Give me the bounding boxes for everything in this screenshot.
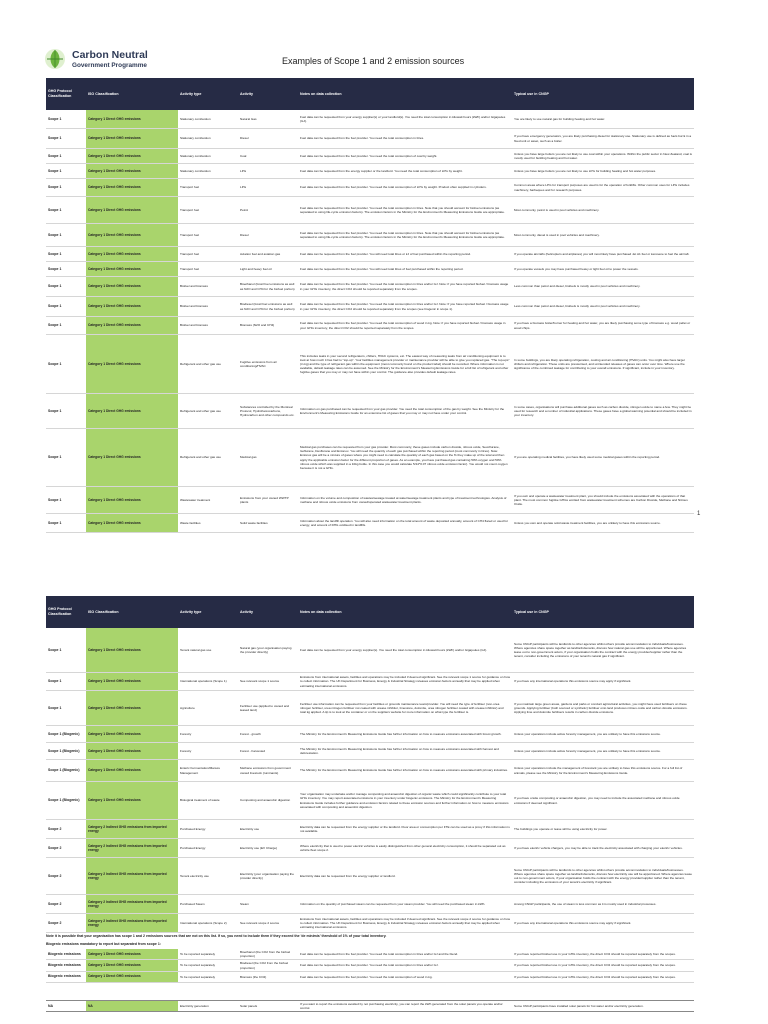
ghg-classification-cell: Biogenic emissions — [46, 960, 86, 971]
data-collection-notes-cell: Information on gas purchased can be requested from your gas provider. You need the total consumption of the gas by weight. See the Ministry for the Environment's Measuring Emissions Guide for an extensive list of gases that you may or may not have under your control. — [298, 394, 512, 429]
data-collection-notes-cell: Emissions from international assets, facilities and operations may be included if deemed significant. See the relevant scope 2 source for guidance on how to collect information. The UK Department for Business, Energy & Industrial Strategy releases emission factors annually that may be applied when estimating international emissions. — [298, 914, 512, 933]
column-header: Activity — [238, 78, 298, 110]
typical-use-cell: If you have reported biofuel use in your GHG inventory, the direct CO2 should be reported separately from the scopes. — [512, 971, 694, 982]
activity-type-cell: Biofuel and biomass — [178, 317, 238, 335]
ghg-classification-cell: Biogenic emissions — [46, 971, 86, 982]
typical-use-cell: Common areas where LPG for transport purposes are used is for the operation of forklifts. Other common uses for LPG includes machinery, barbeques and for research purposes. — [512, 179, 694, 197]
ghg-classification-cell: NA — [46, 1001, 86, 1012]
activity-cell: Aviation fuel and aviation gas — [238, 247, 298, 262]
table-header-row — [46, 78, 694, 110]
table-row — [46, 960, 694, 971]
table-row — [46, 110, 694, 129]
activity-cell: Biomass (the CO2) — [238, 971, 298, 982]
typical-use-cell: If you are operating medical facilities, you have likely used some medical gases within the reporting period. — [512, 429, 694, 487]
data-collection-notes-cell: Fuel data can be requested from the fuel provider. You need the total consumption of wood in kg. — [298, 971, 512, 982]
table-row — [46, 1001, 694, 1012]
activity-type-cell: Enteric Fermentation/Manure Management — [178, 760, 238, 782]
iso-classification-cell: Category 1 Direct GHG emissions — [86, 262, 178, 277]
ghg-classification-cell: Scope 1 — [46, 197, 86, 224]
activity-type-cell: Purchased Steam — [178, 895, 238, 914]
column-header: GHG Protocol Classification — [46, 78, 86, 110]
activity-type-cell: Purchased Energy — [178, 839, 238, 858]
column-header: Notes on data collection — [298, 78, 512, 110]
activity-type-cell: Transport fuel — [178, 224, 238, 247]
activity-cell: Composting and anaerobic digestion — [238, 782, 298, 820]
activity-cell: LPG — [238, 164, 298, 179]
activity-type-cell: Refrigerant and other gas use — [178, 335, 238, 394]
iso-classification-cell: Category 1 Direct GHG emissions — [86, 514, 178, 533]
column-header: ISO Classification — [86, 596, 178, 628]
iso-classification-cell: Category 1 Direct GHG emissions — [86, 960, 178, 971]
data-collection-notes-cell: Fuel data can be requested from your energy supplier(s). You need the total consumption in kilowatt hours (kWh) and/or Gigajoules (GJ). — [298, 628, 512, 673]
ghg-classification-cell: Scope 1 (Biogenic) — [46, 726, 86, 743]
activity-cell: Electricity use — [238, 820, 298, 839]
ghg-classification-cell: Scope 1 — [46, 224, 86, 247]
typical-use-cell: Some CNGP participants have installed solar panels for hot water and/or electricity generation. — [512, 1001, 694, 1012]
data-collection-notes-cell: Fertiliser use information can be requested from your facilities or grounds maintenance team/provider. You will need the type of fertiliser (non-urea nitrogen fertiliser, urea nitrogen fertiliser not coated with urease inhibitor, limestone, dolomite, urea nitrogen fertiliser coated with urease inhibitor) and total kg applied. A tip is to look at the container or on the suppliers website for more information on what type the fertiliser is. — [298, 691, 512, 726]
iso-classification-cell: Category 2 Indirect GHG emissions from imported energy — [86, 914, 178, 933]
ghg-classification-cell: Scope 1 — [46, 628, 86, 673]
data-collection-notes-cell: Fuel data can be requested from the fuel provider. You need the total consumption of LPG by weight. Product often supplied in cylinders. — [298, 179, 512, 197]
activity-type-cell: Electricity generation — [178, 1001, 238, 1012]
data-collection-notes-cell: Fuel data can be requested from the fuel provider. You need the total consumption in litres. Note that you should account for biofuel emissions (as separated to using life-cycle emission factors). The emission factors in the Ministry for the Environment's Measuring Emissions Guide are appropriate. — [298, 224, 512, 247]
ghg-classification-cell: Scope 1 — [46, 262, 86, 277]
iso-classification-cell: Category 1 Direct GHG emissions — [86, 317, 178, 335]
iso-classification-cell: Category 1 Direct GHG emissions — [86, 149, 178, 164]
data-collection-notes-cell: Fuel data can be requested from the fuel provider. You need the total consumption of wood in kg. Note: if you have reported biofuel / biomass usage in your GHG inventory, the direct CO2 should be reported separately from the scopes. — [298, 317, 512, 335]
activity-type-cell: To be reported separately — [178, 949, 238, 960]
activity-cell: Biodiesel (the CO2 from the biofuel proportion) — [238, 960, 298, 971]
typical-use-cell: Unless you own and operate solid waste treatment facilities, you are unlikely to have this emissions source. — [512, 514, 694, 533]
table-row — [46, 429, 694, 487]
column-header: GHG Protocol Classification — [46, 596, 86, 628]
activity-cell: See relevant scope 1 source — [238, 673, 298, 691]
iso-classification-cell: Category 1 Direct GHG emissions — [86, 224, 178, 247]
ghg-classification-cell: Scope 1 — [46, 487, 86, 514]
data-collection-notes-cell: Fuel data can be requested from the fuel provider. You need the total consumption in litres. — [298, 129, 512, 149]
ghg-classification-cell: Scope 2 — [46, 895, 86, 914]
iso-classification-cell: Category 2 Indirect GHG emissions from imported energy — [86, 858, 178, 895]
typical-use-cell: If you operate aircrafts (helicopters and airplanes) you will most likely have purchased Jet A1 fuel or kerosene to fuel the aircraft. — [512, 247, 694, 262]
typical-use-cell: Some CNGP participants will be landlords to other agencies whilst others provide accommodation to individuals/businesses. Where agencies share space together as landlords/tenants, discuss how natural gas use will be apportioned. Where agencies lease out to non-government actors, if your organisation holds the contract with the energy provider/supplier rather than the tenant, consider including the emissions of your tenant's natural gas if significant. — [512, 628, 694, 673]
activity-cell: Electricity use (EV Charge) — [238, 839, 298, 858]
data-collection-notes-cell: Medical gas purchases can be requested from your gas provider. Most commonly, these gases include carbon dioxide, nitrous oxide, Sevoflurane, Isoflurane, Desflurane and Entonox. You will need the quantity of each gas purchased within the reporting period (most commonly in litres). Note: Entonox gas will be a mixture of gases where you might need to calculate the quantity of each gas based on the % they make up of the total and then apply the applicable emission factor for the different proportion of gases. As an example, you have purchased gas containing 50% oxygen and 50% nitrous oxide which was supplied in a 10kg bottle. In this case you would calculate 5/14*0.07 nitrous oxide emission factor). You would not count oxygen because it is not a GHG. — [298, 429, 512, 487]
typical-use-cell: Most commonly, petrol is used in pool vehicles and machinery. — [512, 197, 694, 224]
table-row — [46, 673, 694, 691]
typical-use-cell: If you have any international operations this emissions source may apply if significant. — [512, 914, 694, 933]
ghg-classification-cell: Scope 1 — [46, 673, 86, 691]
ghg-classification-cell: Scope 2 — [46, 858, 86, 895]
ghg-classification-cell: Scope 1 — [46, 317, 86, 335]
ghg-classification-cell: Scope 1 — [46, 247, 86, 262]
activity-cell: Coal — [238, 149, 298, 164]
iso-classification-cell: Category 1 Direct GHG emissions — [86, 726, 178, 743]
logo-brand: Carbon Neutral — [72, 49, 148, 61]
activity-type-cell: International operations (Scope 2) — [178, 914, 238, 933]
data-collection-notes-cell: Your organisation may undertake and/or manage composting and anaerobic digestion of organic waste which could significantly contribute to your total GHG inventory. You may report associated emissions in your inventory under biogenic emissions. The Ministry for the Environment's Measuring Emissions Guide includes further guidance and emission factors related to these emission sources and further information on how to measure emissions associated with composting and anaerobic digestion. — [298, 782, 512, 820]
data-collection-notes-cell: Fuel data can be requested from the fuel provider. You need the total consumption in litres. Note that you should account for biofuel emissions (as separated to using life-cycle emission factors). The emission factors in the Ministry for the Environment's Measuring Emissions Guide are appropriate. — [298, 197, 512, 224]
typical-use-cell: Some CNGP participants will be landlords to other agencies whilst others provide accommodation to individuals/businesses. Where agencies share space together as landlords/tenants, discuss how electricity use will be apportioned. Where agencies lease out to non-government actors, if your organisation holds the contract with the energy provider/supplier rather than the tenant, consider including the emissions of your tenant's electricity if significant. — [512, 858, 694, 895]
table-row — [46, 149, 694, 164]
table-row — [46, 164, 694, 179]
emissions-table-1 — [46, 78, 694, 533]
activity-cell: Steam — [238, 895, 298, 914]
ghg-classification-cell: Scope 1 — [46, 149, 86, 164]
ghg-classification-cell: Scope 1 (Biogenic) — [46, 782, 86, 820]
data-collection-notes-cell: Emissions from international assets, facilities and operations may be included if deemed significant. See the relevant scope 1 source for guidance on how to collect information. The UK Department for Business, Energy & Industrial Strategy releases emission factors annually that may be applied when estimating international emissions. — [298, 673, 512, 691]
iso-classification-cell: Category 2 Indirect GHG emissions from imported energy — [86, 839, 178, 858]
logo-sub: Government Programme — [72, 62, 147, 69]
table-row — [46, 487, 694, 514]
typical-use-cell: If you have reported biofuel use in your GHG inventory, the direct CO2 should be reported separately from the scopes. — [512, 949, 694, 960]
table-row — [46, 895, 694, 914]
activity-cell: Natural Gas — [238, 110, 298, 129]
typical-use-cell: If you operate vessels you may have purchased heavy or light fuel oil to power the vessels. — [512, 262, 694, 277]
table-row — [46, 262, 694, 277]
ghg-classification-cell: Biogenic emissions — [46, 949, 86, 960]
ghg-classification-cell: Scope 1 — [46, 179, 86, 197]
biogenic-title: Biogenic emissions mandatory to report but separated from scope 1: — [46, 942, 161, 946]
typical-use-cell: If you have onsite composting or anaerobic digestion, you may need to include the associated methane and nitrous oxide emissions if deemed significant. — [512, 782, 694, 820]
ghg-classification-cell: Scope 2 — [46, 820, 86, 839]
data-collection-notes-cell: If you want to report the emissions avoided by not purchasing electricity, you can report the kWh generated from the solar panels you operate and/or control. — [298, 1001, 512, 1012]
activity-type-cell: Waste facilities — [178, 514, 238, 533]
ghg-classification-cell: Scope 1 — [46, 514, 86, 533]
iso-classification-cell: Category 2 Indirect GHG emissions from imported energy — [86, 895, 178, 914]
ghg-classification-cell: Scope 1 — [46, 110, 86, 129]
activity-cell: Diesel — [238, 224, 298, 247]
iso-classification-cell: Category 1 Direct GHG emissions — [86, 429, 178, 487]
iso-classification-cell: Category 1 Direct GHG emissions — [86, 782, 178, 820]
activity-cell: Methane emissions from government owned livestock (ruminants) — [238, 760, 298, 782]
activity-type-cell: Transport fuel — [178, 179, 238, 197]
table-row — [46, 514, 694, 533]
activity-cell: Solid waste facilities — [238, 514, 298, 533]
data-collection-notes-cell: The Ministry for the Environment's Measuring Emissions Guide has further information on how to measure emissions associated with primary industries. — [298, 760, 512, 782]
typical-use-cell: If you own and operate a wastewater treatment plant, you should include the emissions associated with the operations of that plant. The most common fugitive GHGs emitted from wastewater treatment schemes are Carbon Dioxide, Methane and Nitrous Oxide. — [512, 487, 694, 514]
typical-use-cell: Most commonly, diesel is used in pool vehicles and machinery. — [512, 224, 694, 247]
data-collection-notes-cell: This includes leaks in your second refrigerators, chillers, HVAC systems, etc. The easiest way of measuring leaks from air conditioning equipment is to look at how much it has had to "top-up". Your facilities management provider or maintenance provider will be able to give you replaced gas. "The top-ups" (in kg) and the type of refrigerant gas within the equipment (most commonly found on the product label) should be recorded. Where information is not available, default leakage rates can be assumed. See the Ministry for the Environment's Measuring Emissions Guide for a full list of refrigerant and other fugitive gases that you may or may not have within your control. The guidance also provides default leakage rates. — [298, 335, 512, 394]
iso-classification-cell: Category 1 Direct GHG emissions — [86, 691, 178, 726]
typical-use-cell: Unless your operations include the management of livestock you are unlikely to have this emissions source. For a full list of animals, please see the Ministry for the Environment's Measuring Emissions Guide. — [512, 760, 694, 782]
activity-cell: Biomass (N2O and CH4) — [238, 317, 298, 335]
page-number: 1 — [697, 511, 701, 517]
ghg-classification-cell: Scope 1 — [46, 277, 86, 297]
iso-classification-cell: Category 2 Indirect GHG emissions from imported energy — [86, 820, 178, 839]
table-row — [46, 179, 694, 197]
activity-cell: Petrol — [238, 197, 298, 224]
table-row — [46, 317, 694, 335]
table-row — [46, 820, 694, 839]
column-header: Activity — [238, 596, 298, 628]
data-collection-notes-cell: Fuel data can be requested from the fuel provider. You need the total consumption in litres and/or GJ. — [298, 960, 512, 971]
table-row — [46, 129, 694, 149]
activity-cell: Light and heavy fuel oil — [238, 262, 298, 277]
activity-type-cell: Agriculture — [178, 691, 238, 726]
iso-classification-cell: Category 1 Direct GHG emissions — [86, 394, 178, 429]
activity-type-cell: Transport fuel — [178, 262, 238, 277]
table-row — [46, 277, 694, 297]
biogenic-table — [46, 949, 694, 983]
activity-type-cell: Tenant electricity use — [178, 858, 238, 895]
typical-use-cell: Unless your operations include active forestry management, you are unlikely to have this emissions source. — [512, 743, 694, 760]
activity-cell: Electricity (your organisation paying the provider directly) — [238, 858, 298, 895]
iso-classification-cell: Category 1 Direct GHG emissions — [86, 110, 178, 129]
table-row — [46, 949, 694, 960]
data-collection-notes-cell: Fuel data can be requested from the fuel provider. You will need total litres or kJ of fuel purchased within the reporting period. — [298, 247, 512, 262]
column-header: Typical use in CNGP — [512, 596, 694, 628]
table-row — [46, 782, 694, 820]
activity-type-cell: Biofuel and biomass — [178, 297, 238, 317]
iso-classification-cell: Category 1 Direct GHG emissions — [86, 297, 178, 317]
table-row — [46, 224, 694, 247]
data-collection-notes-cell: Information about the landfill operation. You will also need information on the total amount of waste deposited annually, amount of CH4 flared or used for energy, and amount of DHG oxidised in landfills. — [298, 514, 512, 533]
data-collection-notes-cell: Electricity data can be requested from the energy supplier or landlord. — [298, 858, 512, 895]
leaf-globe-icon — [44, 48, 66, 70]
data-collection-notes-cell: Fuel data can be requested from the fuel provider. You need the total consumption of coal by weight. — [298, 149, 512, 164]
typical-use-cell: If you have electric vehicle chargers, you may be able to track the electricity associated with charging your electric vehicles. — [512, 839, 694, 858]
typical-use-cell: You are likely to use natural gas for building heating and hot water. — [512, 110, 694, 129]
iso-classification-cell: Category 1 Direct GHG emissions — [86, 247, 178, 262]
typical-use-cell: Unless your operations include active forestry management, you are unlikely to have this emissions source. — [512, 726, 694, 743]
activity-type-cell: Forestry — [178, 726, 238, 743]
table-row — [46, 297, 694, 317]
activity-type-cell: Refrigerant and other gas use — [178, 394, 238, 429]
iso-classification-cell: Category 1 Direct GHG emissions — [86, 164, 178, 179]
activity-type-cell: To be reported separately — [178, 960, 238, 971]
table-header-row — [46, 596, 694, 628]
data-collection-notes-cell: Where electricity that is used to power electric vehicles is easily distinguished from other general electricity consumption, it should be separated out as vehicle fleet scope 2. — [298, 839, 512, 858]
data-collection-notes-cell: Electricity data can be requested from the energy supplier or the landlord. Floor area or consumption per FTE can be used as a proxy if this information is not available. — [298, 820, 512, 839]
emissions-table-2 — [46, 596, 694, 933]
table-row — [46, 839, 694, 858]
column-header: Typical use in CNGP — [512, 78, 694, 110]
column-header: Activity type — [178, 78, 238, 110]
activity-type-cell: Stationary combustion — [178, 129, 238, 149]
ghg-classification-cell: Scope 1 — [46, 394, 86, 429]
iso-classification-cell: NA — [86, 1001, 178, 1012]
activity-cell: Solar panels — [238, 1001, 298, 1012]
typical-use-cell: The buildings you operate or lease will be using electricity for power. — [512, 820, 694, 839]
activity-type-cell: Stationary combustion — [178, 149, 238, 164]
data-collection-notes-cell: Fuel data can be requested from the fuel provider. You need the total consumption in litres and/or GJ. Note: If you have reported biofuel / biomass usage in your GHG inventory, the direct CO2 should be reported separately from the scopes (see biogenic in scope 1). — [298, 297, 512, 317]
ghg-classification-cell: Scope 1 — [46, 129, 86, 149]
typical-use-cell: If you maintain large green areas, gardens and parks or conduct agricultural activities, you might have used fertilisers on these grounds. Applying fertiliser (both sourced or synthetic) fertiliser onto land produces nitrous oxide and carbon dioxide emissions. Applying lime and dolomite fertilisers results in carbon dioxide emissions. — [512, 691, 694, 726]
table-row — [46, 858, 694, 895]
table-row — [46, 691, 694, 726]
iso-classification-cell: Category 1 Direct GHG emissions — [86, 197, 178, 224]
column-header: ISO Classification — [86, 78, 178, 110]
activity-type-cell: Biological treatment of waste — [178, 782, 238, 820]
activity-cell: Forest - harvested — [238, 743, 298, 760]
inventory-note: Note it is possible that your organisation has scope 1 and 2 emissions sources that are not on this list. If so, you need to include them if they exceed the 'de minimis' threshold of 1% of your total inventory. — [46, 934, 387, 938]
cngp-logo — [44, 48, 164, 74]
data-collection-notes-cell: Information on the quantity of purchased steam can be requested from your steam provider. You will need the purchased steam in kWh. — [298, 895, 512, 914]
ghg-classification-cell: Scope 2 — [46, 914, 86, 933]
typical-use-cell: Less common than petrol and diesel, biofuels is mostly used in pool vehicles and machinery. — [512, 297, 694, 317]
table-row — [46, 628, 694, 673]
ghg-classification-cell: Scope 1 — [46, 429, 86, 487]
column-header: Activity type — [178, 596, 238, 628]
iso-classification-cell: Category 1 Direct GHG emissions — [86, 335, 178, 394]
typical-use-cell: Among CNGP participants, the use of steam is less common as it is mostly used in industrial processes. — [512, 895, 694, 914]
activity-cell: LPG — [238, 179, 298, 197]
activity-type-cell: Wastewater treatment — [178, 487, 238, 514]
page-title: Examples of Scope 1 and 2 emission sources — [282, 56, 465, 66]
activity-type-cell: International operations (Scope 1) — [178, 673, 238, 691]
iso-classification-cell: Category 1 Direct GHG emissions — [86, 179, 178, 197]
iso-classification-cell: Category 1 Direct GHG emissions — [86, 129, 178, 149]
activity-type-cell: Purchased Energy — [178, 820, 238, 839]
typical-use-cell: Unless you have large boilers you are not likely to use LPG for building heating and hot water purposes. — [512, 164, 694, 179]
data-collection-notes-cell: Fuel data can be requested from your energy supplier(s) or your landlord(s). You need the total consumption in kilowatt hours (kWh) and/or Gigajoules (GJ). — [298, 110, 512, 129]
table-row — [46, 743, 694, 760]
activity-cell: Diesel — [238, 129, 298, 149]
activity-type-cell: To be reported separately — [178, 971, 238, 982]
typical-use-cell: In some buildings, you are likely operating refrigeration, cooling and air conditioning (HVAC) units. You might also have larger chillers and refrigeration. These units are pressurised, and unintended releases of gases can occur over time. Where use the significance of the combined leakage for contributing to your overall emissions. If significant, include in your inventory. — [512, 335, 694, 394]
typical-use-cell: If you have emergency generators, you are likely purchasing diesel for stationary use. Stationary use is defined as fuels burnt in a fixed unit or asset, such as a boiler. — [512, 129, 694, 149]
iso-classification-cell: Category 1 Direct GHG emissions — [86, 949, 178, 960]
table-row — [46, 726, 694, 743]
activity-cell: Natural gas (your organisation paying the provider directly) — [238, 628, 298, 673]
activity-type-cell: Biofuel and biomass — [178, 277, 238, 297]
iso-classification-cell: Category 1 Direct GHG emissions — [86, 743, 178, 760]
activity-type-cell: Transport fuel — [178, 247, 238, 262]
activity-type-cell: Stationary combustion — [178, 110, 238, 129]
avoided-emissions-table — [46, 1000, 694, 1012]
activity-type-cell: Refrigerant and other gas use — [178, 429, 238, 487]
iso-classification-cell: Category 1 Direct GHG emissions — [86, 628, 178, 673]
table-row — [46, 335, 694, 394]
data-collection-notes-cell: Fuel data can be requested from the fuel provider. You will need total litres of fuel purchased within the reporting period. — [298, 262, 512, 277]
typical-use-cell: If you have any international operations this emissions source may apply if significant. — [512, 673, 694, 691]
ghg-classification-cell: Scope 2 — [46, 839, 86, 858]
column-header: Notes on data collection — [298, 596, 512, 628]
iso-classification-cell: Category 1 Direct GHG emissions — [86, 277, 178, 297]
data-collection-notes-cell: Fuel data can be requested from the energy supplier or the landlord. You need the total consumption of LPG by weight. — [298, 164, 512, 179]
typical-use-cell: If you have reported biofuel use in your GHG inventory, the direct CO2 should be reported separately from the scopes. — [512, 960, 694, 971]
ghg-classification-cell: Scope 1 — [46, 164, 86, 179]
activity-cell: Forest - growth — [238, 726, 298, 743]
iso-classification-cell: Category 1 Direct GHG emissions — [86, 487, 178, 514]
data-collection-notes-cell: The Ministry for the Environment's Measuring Emissions Guide has further information on how to measure emissions associated with harvest and deforestation. — [298, 743, 512, 760]
table-row — [46, 971, 694, 982]
ghg-classification-cell: Scope 1 — [46, 335, 86, 394]
ghg-classification-cell: Scope 1 (Biogenic) — [46, 743, 86, 760]
table-row — [46, 394, 694, 429]
typical-use-cell: If you have a biomass boiler/burner for heating and hot water, you are likely purchasing some type of biomass e.g. wood pellet or wood chips. — [512, 317, 694, 335]
data-collection-notes-cell: Fuel data can be requested from the fuel provider. You need the total consumption in litres and/or GJ. Note: if you have reported biofuel / biomass usage in your GHG inventory, the direct CO2 should be reported separately from the scopes. — [298, 277, 512, 297]
data-collection-notes-cell: Fuel data can be requested from the fuel provider. You need the total consumption in litres and/or GJ and the blend. — [298, 949, 512, 960]
activity-cell: Biodiesel (fossil fuel emissions as well as N2O and CH4 for the biofuel portion) — [238, 297, 298, 317]
activity-cell: Bioethanol (fossil fuel emissions as well as N2O and CH4 for the biofuel portion) — [238, 277, 298, 297]
table-row — [46, 760, 694, 782]
table-row — [46, 247, 694, 262]
ghg-classification-cell: Scope 1 — [46, 297, 86, 317]
activity-type-cell: Stationary combustion — [178, 164, 238, 179]
activity-cell: See relevant scope 2 source — [238, 914, 298, 933]
activity-type-cell: Tenant natural gas use — [178, 628, 238, 673]
ghg-classification-cell: Scope 1 (Biogenic) — [46, 760, 86, 782]
data-collection-notes-cell: Information on the volume and composition of wastes/sewage treated at water/sewage treatment plants and type of treatment technologies. Analysis of methane and nitrous oxide emissions from owned/operated wastewater treatment plants. — [298, 487, 512, 514]
iso-classification-cell: Category 1 Direct GHG emissions — [86, 673, 178, 691]
activity-type-cell: Transport fuel — [178, 197, 238, 224]
table-row — [46, 197, 694, 224]
activity-cell: Substances controlled by the Montreal Protocol, Hydrofluorocarbons, Hydrocarbon and other compounds etc. — [238, 394, 298, 429]
ghg-classification-cell: Scope 1 — [46, 691, 86, 726]
table-row — [46, 914, 694, 933]
activity-cell: Fugitive emissions from air conditioning/HVAC — [238, 335, 298, 394]
typical-use-cell: Less common than petrol and diesel, biofuels is mostly used in pool vehicles and machinery. — [512, 277, 694, 297]
iso-classification-cell: Category 1 Direct GHG emissions — [86, 760, 178, 782]
activity-type-cell: Forestry — [178, 743, 238, 760]
data-collection-notes-cell: The Ministry for the Environment's Measuring Emissions Guide has further information on how to measure emissions associated with forest growth. — [298, 726, 512, 743]
typical-use-cell: Unless you have large boilers you are not likely to use coal within your operations. Within the public sector in New Zealand, coal is mostly used for building heating and hot water. — [512, 149, 694, 164]
iso-classification-cell: Category 1 Direct GHG emissions — [86, 971, 178, 982]
activity-cell: Emissions from your owned WWTP plants — [238, 487, 298, 514]
activity-cell: Bioethanol (the CO2 from the biofuel proportion) — [238, 949, 298, 960]
activity-cell: Fertiliser use (applied to owned and leased land) — [238, 691, 298, 726]
activity-cell: Medical gas — [238, 429, 298, 487]
typical-use-cell: In some cases, organisations will purchase additional gases such as carbon dioxide, nitrogen oxide to name a few. They might be used for research and a number of industrial applications. These gases have a global warming potential and should be included in your inventory. — [512, 394, 694, 429]
